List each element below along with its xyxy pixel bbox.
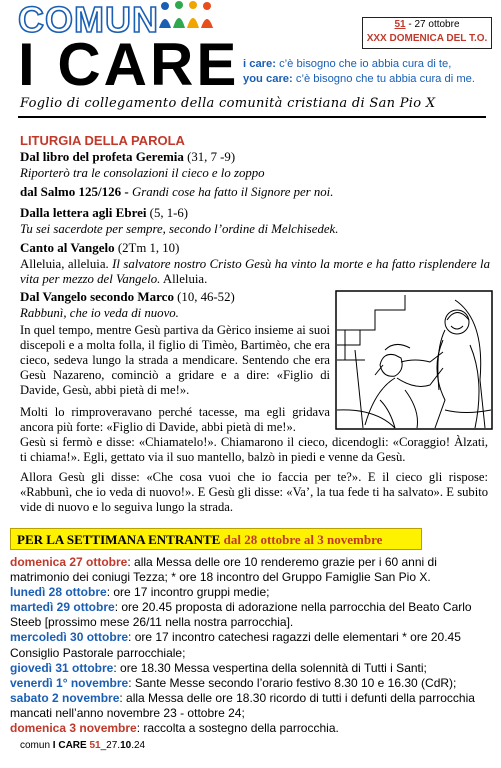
second-reading <box>20 205 490 237</box>
logo-i-care: I CARE <box>18 31 240 98</box>
week-banner <box>10 528 422 550</box>
schedule-text: : ore 18.30 Messa vespertina della solennità di Tutti i Santi; <box>113 660 427 675</box>
acclamation-text: Il salvatore nostro Cristo Gesù ha vinto la morte e ha fatto risplendere la vita per mezzo del Vangelo. <box>20 256 490 286</box>
schedule-text: : ore 17 incontro gruppi medie; <box>106 585 270 600</box>
first-reading <box>20 149 490 181</box>
week-title: PER LA SETTIMANA ENTRANTE <box>17 532 224 547</box>
sunday-label: XXX DOMENICA DEL T.O. <box>366 33 488 44</box>
schedule-item <box>10 676 492 691</box>
schedule-day: sabato 2 novembre <box>10 690 120 705</box>
issue-number: 51 <box>394 19 406 30</box>
schedule-day: giovedì 31 ottobre <box>10 660 114 675</box>
schedule-day: mercoledì 30 ottobre <box>10 630 129 645</box>
acclamation-head: Canto al Vangelo <box>20 240 115 255</box>
gospel-paragraph-2a: Molti lo rimproveravano perché tacesse, ma egli gridava ancora più forte: «Figlio di Davide, abbi pietà di me!». <box>20 405 330 434</box>
acclamation-start: Alleluia, alleluia. <box>20 256 113 271</box>
schedule-day: venerdì 1° novembre <box>10 675 129 690</box>
schedule-item <box>10 555 492 585</box>
schedule-day: domenica 3 novembre <box>10 721 137 736</box>
footer-date-b: 10 <box>120 740 132 751</box>
second-reading-text: Tu sei sacerdote per sempre, secondo l’ordine di Melchisedek. <box>20 221 339 236</box>
gospel-paragraph-1: In quel tempo, mentre Gesù partiva da Gèrico insieme ai suoi discepoli e a molta folla, il figlio di Timèo, Bartimèo, che era cieco, sedeva lungo la strada a mendicare. Sentendo che era Gesù Nazareno, cominciò a gridare e a dire: «Figlio di Davide, Gesù, abbi pietà di me!». <box>20 323 330 397</box>
schedule-text: : ore 17 incontro catechesi ragazzi delle elementari * ore 20.45 Consiglio Pastorale parrocchiale; <box>10 630 461 660</box>
schedule-text: : Sante Messe secondo l’orario festivo 8.30 10 e 16.30 (CdR); <box>128 675 457 690</box>
schedule-text: : alla Messa delle ore 18.30 ricordo di tutti i defunti della parrocchia mancati nell’anno novembre 23 - ottobre 24; <box>10 690 475 720</box>
issue-date: - 27 ottobre <box>405 19 460 30</box>
gospel-paragraph-3: Allora Gesù gli disse: «Che cosa vuoi che io faccia per te?». E il cieco gli rispose: «Rabbunì, che io veda di nuovo!». E Gesù gli disse: «Va’, la tua fede ti ha salvato». E subito vide di nuovo e lo seguiva lungo la strada. <box>20 470 488 514</box>
psalm <box>20 184 490 201</box>
acclamation-ref: (2Tm 1, 10) <box>114 241 180 255</box>
footer-number: 51 <box>86 740 101 751</box>
gospel-acclamation <box>20 240 490 288</box>
logo-comun: COMUN <box>18 0 159 40</box>
youcare-label: you care: <box>243 73 293 85</box>
schedule-day: martedì 29 ottobre <box>10 600 115 615</box>
footer-prefix: comun <box>20 740 53 751</box>
gospel-paragraph-2b: Gesù si fermò e disse: «Chiamatelo!». Chiamarono il cieco, dicendogli: «Coraggio! Àlzati, ti chiama!». Egli, gettato via il suo mantello, balzò in piedi e venne da Gesù. <box>20 435 488 464</box>
people-logo-icon <box>155 0 217 30</box>
schedule-item <box>10 600 492 630</box>
schedule-item <box>10 721 492 736</box>
second-reading-head: Dalla lettera agli Ebrei <box>20 205 147 220</box>
icare-text: c’è bisogno che io abbia cura di te, <box>275 58 452 70</box>
youcare-text: c’è bisogno che tu abbia cura di me. <box>292 73 475 85</box>
header-divider <box>18 116 486 118</box>
psalm-text: Grandi cose ha fatto il Signore per noi. <box>131 185 334 199</box>
schedule-item <box>10 630 492 660</box>
first-reading-head: Dal libro del profeta Geremia <box>20 149 184 164</box>
gospel-text: Rabbunì, che io veda di nuovo. <box>20 305 179 320</box>
acclamation-end: Alleluia. <box>160 272 208 286</box>
week-schedule <box>10 555 492 736</box>
icare-label: i care: <box>243 58 276 70</box>
footer-date-c: .24 <box>131 740 146 751</box>
schedule-day: lunedì 28 ottobre <box>10 585 107 600</box>
gospel-heading <box>20 289 330 321</box>
schedule-item <box>10 661 492 676</box>
schedule-text: : ore 20.45 proposta di adorazione nella parrocchia del Beato Carlo Steeb [prossimo mese 26/11 nella nostra parrocchia]. <box>10 600 472 630</box>
liturgy-title: LITURGIA DELLA PAROLA <box>20 133 185 148</box>
schedule-day: domenica 27 ottobre <box>10 555 128 569</box>
page-subtitle: Foglio di collegamento della comunità cristiana di San Pio X <box>20 96 436 111</box>
first-reading-text: Riporterò tra le consolazioni il cieco e lo zoppo <box>20 165 265 180</box>
footer-brand: I CARE <box>52 740 87 751</box>
jesus-bartimaeus-illustration <box>335 290 493 430</box>
gospel-ref: (10, 46-52) <box>173 290 235 304</box>
psalm-head: dal Salmo 125/126 - <box>20 184 132 199</box>
icare-motto <box>243 57 475 87</box>
issue-date-box <box>362 17 492 49</box>
schedule-item <box>10 691 492 721</box>
footer-date-a: _27. <box>100 740 121 751</box>
schedule-text: : alla Messa delle ore 10 renderemo grazie per i 60 anni di matrimonio dei coniugi Tezza; * ore 18 incontro del Gruppo Famiglie San Pio X. <box>10 555 437 585</box>
page-footer <box>20 740 145 751</box>
second-reading-ref: (5, 1-6) <box>146 206 189 220</box>
schedule-text: : raccolta a sostegno della parrocchia. <box>136 721 339 736</box>
gospel-head: Dal Vangelo secondo Marco <box>20 289 174 304</box>
schedule-item <box>10 585 492 600</box>
week-dates: dal 28 ottobre al 3 novembre <box>223 532 383 547</box>
first-reading-ref: (31, 7 -9) <box>183 150 236 164</box>
